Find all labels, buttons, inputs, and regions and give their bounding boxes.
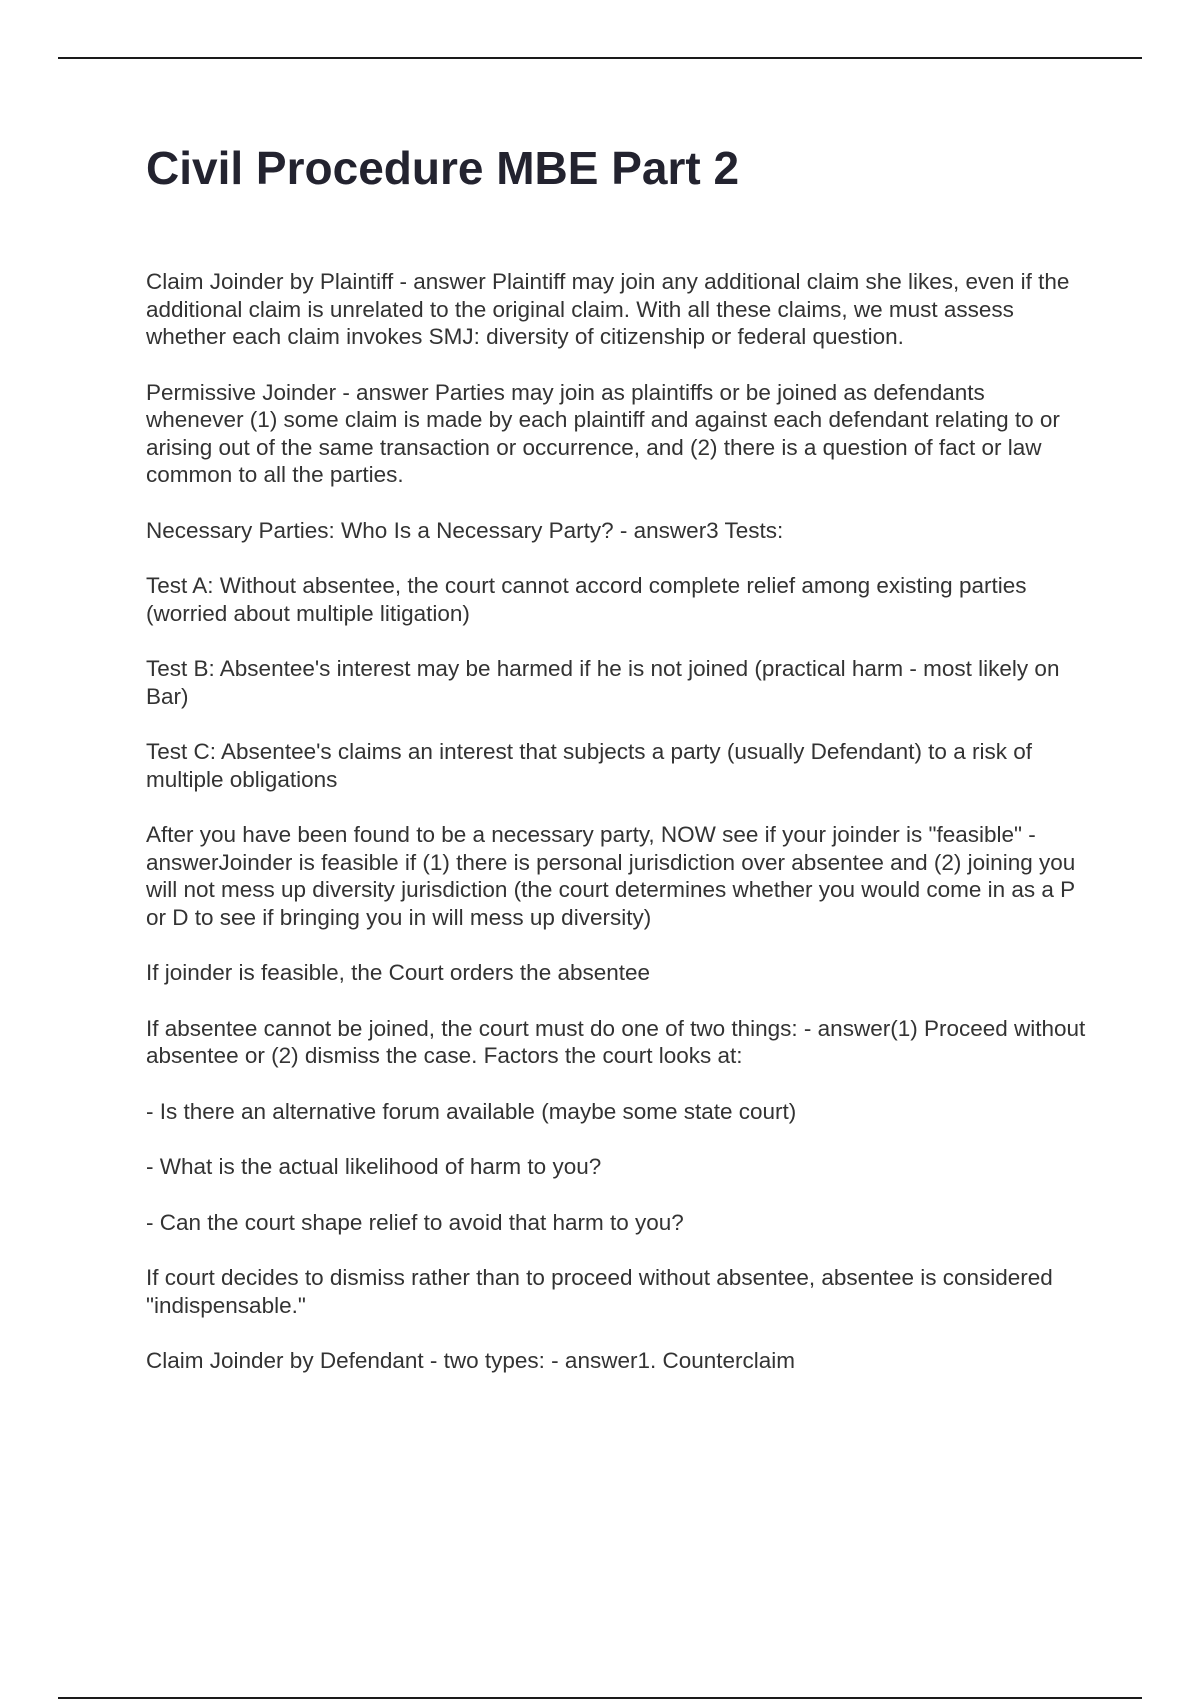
paragraph-court-orders: If joinder is feasible, the Court orders the absentee [146, 960, 651, 985]
paragraph-factor-shape-relief: - Can the court shape relief to avoid that harm to you? [146, 1209, 684, 1235]
paragraph-factor-alternative-forum: - Is there an alternative forum available (maybe some state court) [146, 1098, 797, 1124]
paragraph-necessary-parties: Necessary Parties: Who Is a Necessary Party? - answer3 Tests: [146, 517, 784, 543]
paragraph-test-b: Test B: Absentee's interest may be harmed if he is not joined (practical harm - most likely on Bar) [146, 656, 1060, 709]
document-title: Civil Procedure MBE Part 2 [146, 142, 740, 194]
top-divider [58, 57, 1142, 59]
paragraph-test-c: Test C: Absentee's claims an interest that subjects a party (usually Defendant) to a risk of multiple obligations [146, 739, 1032, 792]
paragraph-factor-likelihood-harm: - What is the actual likelihood of harm to you? [146, 1154, 602, 1179]
paragraph-feasible-joinder: After you have been found to be a necessary party, NOW see if your joinder is "feasible" - answerJoinder is feasible if (1) there is personal jurisdiction over absentee and (2) joining you will not mess up diversity jurisdiction (the court determines whether you would come in as a P or D to see if bringing you in will mess up diversity) [146, 822, 1076, 930]
paragraph-list [146, 268, 1086, 1375]
document-body [146, 140, 1086, 1403]
bottom-divider [58, 1697, 1142, 1699]
paragraph-cannot-be-joined: If absentee cannot be joined, the court must do one of two things: - answer(1) Proceed without absentee or (2) dismiss the case. Factors the court looks at: [146, 1015, 1086, 1068]
paragraph-claim-joinder-plaintiff: Claim Joinder by Plaintiff - answer Plaintiff may join any additional claim she likes, even if the additional claim is unrelated to the original claim. With all these claims, we must assess whether each claim invokes SMJ: diversity of citizenship or federal question. [146, 269, 1070, 349]
paragraph-claim-joinder-defendant: Claim Joinder by Defendant - two types: - answer1. Counterclaim [146, 1348, 796, 1373]
paragraph-test-a: Test A: Without absentee, the court cannot accord complete relief among existing parties (worried about multiple litigation) [146, 573, 1027, 626]
paragraph-permissive-joinder: Permissive Joinder - answer Parties may join as plaintiffs or be joined as defendants whenever (1) some claim is made by each plaintiff and against each defendant relating to or arising out of the same transaction or occurrence, and (2) there is a question of fact or law common to all the parties. [146, 379, 1060, 487]
paragraph-indispensable: If court decides to dismiss rather than to proceed without absentee, absentee is considered "indispensable." [146, 1265, 1053, 1318]
